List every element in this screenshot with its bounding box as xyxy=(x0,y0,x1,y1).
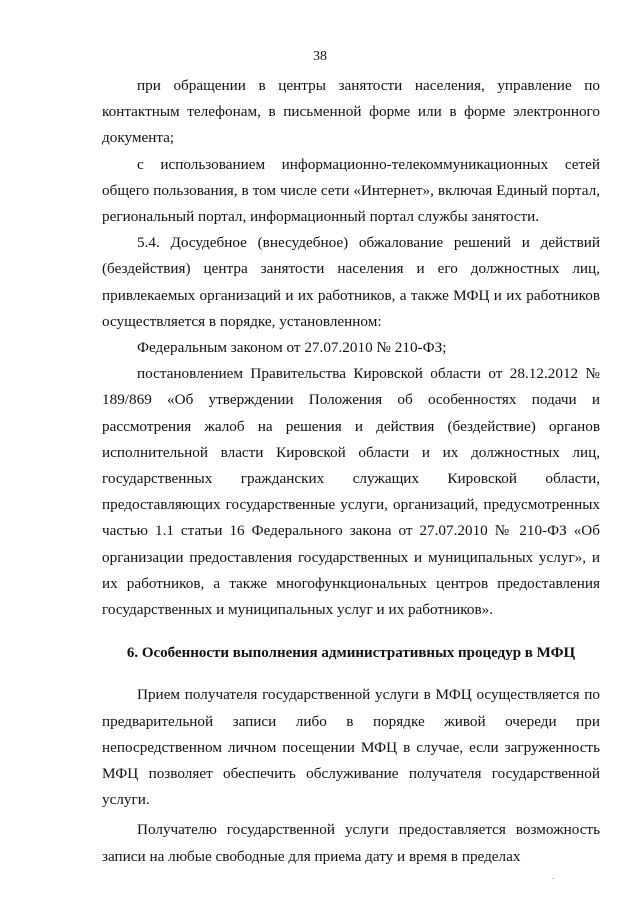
paragraph-mfc-reception: Прием получателя государственной услуги в МФЦ осуществляется по предварительной записи либо в порядке живой очереди при непосредственном личном посещении МФЦ в случае, если загруженность МФЦ позволяет обеспечить обслуживание получателя государственной услуги. xyxy=(102,686,600,809)
scan-speck xyxy=(552,878,554,879)
page-number: 38 xyxy=(313,49,327,64)
document-body xyxy=(102,73,600,870)
paragraph-federal-law: Федеральным законом от 27.07.2010 № 210-ФЗ; xyxy=(137,339,447,357)
paragraph-government-decree: постановлением Правительства Кировской области от 28.12.2012 № 189/869 «Об утверждении Положения об особенностях подачи и рассмотрения жалоб на решения и действия (бездействие) органов исполнительной власти Кировской области и их должностных лиц, государственных гражданских служащих Кировской области, предоставляющих государственные услуги, организаций, предусмотренных частью 1.1 статьи 16 Федерального закона от 27.07.2010 № 210-ФЗ «Об организации предоставления государственных и муниципальных услуг», и их работников, а также многофункциональных центров предоставления государственных и муниципальных услуг и их работников». xyxy=(102,365,600,619)
paragraph-contact-methods: при обращении в центры занятости населения, управление по контактным телефонам, в письменной форме или в форме электронного документа; xyxy=(102,77,600,147)
paragraph-5-4-appeal: 5.4. Досудебное (внесудебное) обжалование решений и действий (бездействия) центра занятости населения и его должностных лиц, привлекаемых организаций и их работников, а также МФЦ и их работников осуществляется в порядке, установленном: xyxy=(102,234,600,330)
paragraph-internet-methods: с использованием информационно-телекоммуникационных сетей общего пользования, в том числе сети «Интернет», включая Единый портал, региональный портал, информационный портал службы занятости. xyxy=(102,155,600,226)
paragraph-appointment-booking: Получателю государственной услуги предоставляется возможность записи на любые свободные для приема дату и время в пределах xyxy=(102,821,600,865)
section-6-heading: 6. Особенности выполнения административных процедур в МФЦ xyxy=(126,645,576,662)
